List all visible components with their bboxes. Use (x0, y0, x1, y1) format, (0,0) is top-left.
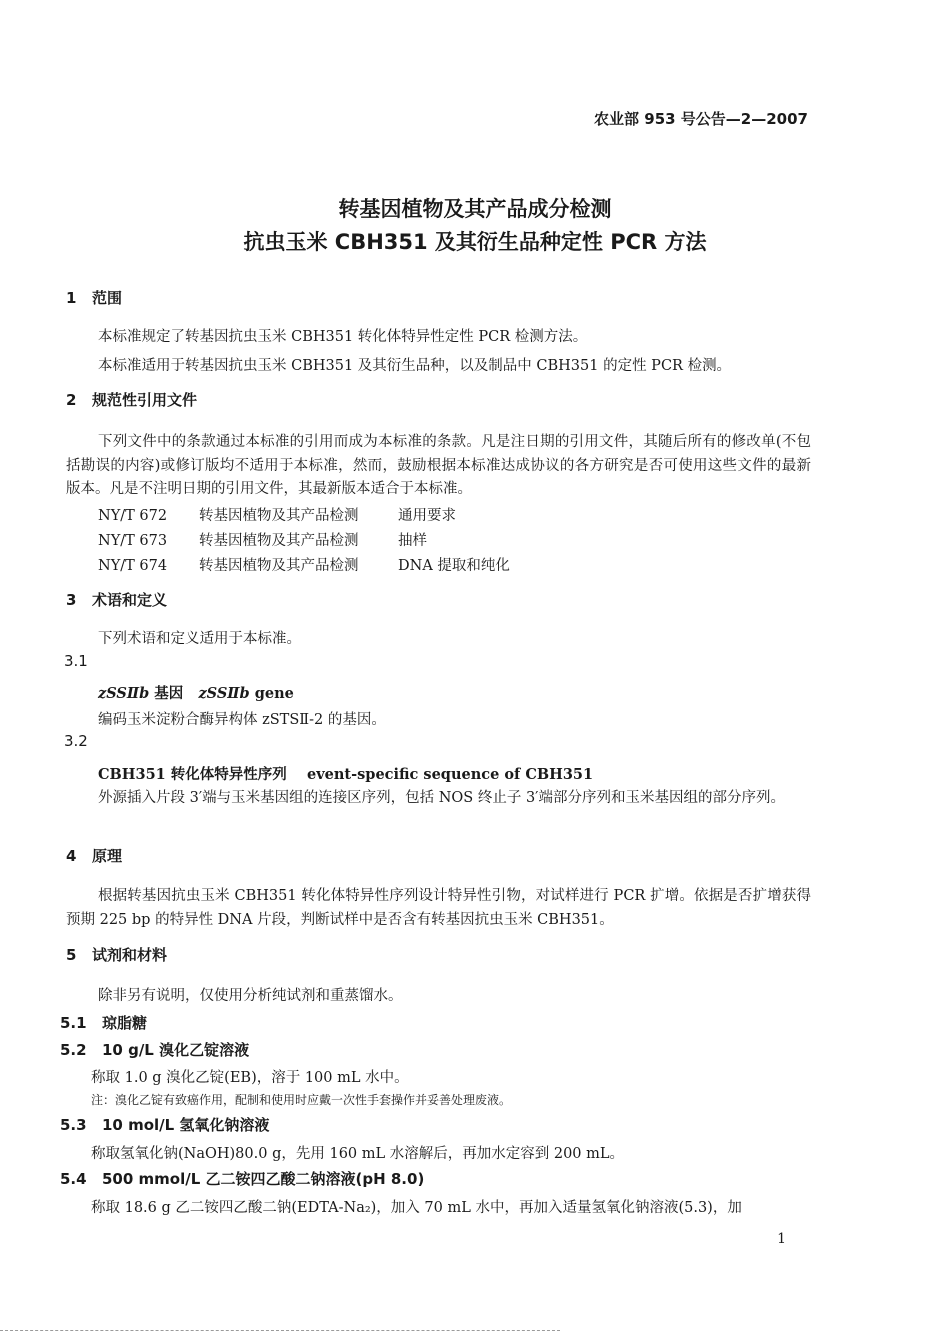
paragraph: 除非另有说明，仅使用分析纯试剂和重蒸馏水。 (98, 988, 403, 1004)
bottom-rule (0, 1330, 560, 1331)
subsection-number: 3.1 (64, 652, 88, 670)
subsection-title: 10 mol/L 氢氧化钠溶液 (102, 1116, 270, 1134)
section-number: 5 (66, 946, 77, 964)
paragraph: 本标准规定了转基因抗虫玉米 CBH351 转化体特异性定性 PCR 检测方法。 (98, 329, 588, 345)
term-cn: 基因 (154, 685, 184, 702)
subsection-number: 5.2 (60, 1041, 87, 1059)
subsection-title: 500 mmol/L 乙二铵四乙酸二钠溶液(pH 8.0) (102, 1170, 425, 1188)
page-number: 1 (777, 1231, 786, 1247)
section-3-heading (66, 589, 167, 610)
section-title: 术语和定义 (92, 591, 168, 609)
subsection-5-1 (60, 1012, 147, 1033)
section-number: 3 (66, 591, 77, 609)
section-title: 试剂和材料 (92, 946, 168, 964)
term-event-specific-sequence: CBH351 转化体特异性序列 event-specific sequence of CBH351 (98, 766, 594, 783)
section-2-heading (66, 389, 197, 410)
section-5-heading (66, 944, 167, 965)
reference-code: NY/T 674 (98, 558, 168, 574)
reference-row (98, 504, 456, 525)
term-symbol-en: zSSⅡb (198, 685, 250, 702)
reference-desc: 通用要求 (398, 508, 456, 524)
subsection-number: 5.4 (60, 1170, 87, 1188)
section-1-heading (66, 287, 122, 308)
standard-code: 农业部 953 号公告—2—2007 (594, 110, 808, 128)
section-number: 1 (66, 289, 77, 307)
reference-desc: 抽样 (398, 533, 427, 549)
section-title: 范围 (92, 289, 123, 307)
reference-code: NY/T 673 (98, 533, 168, 549)
section-4-heading (66, 845, 122, 866)
term-symbol: zSSⅡb (98, 685, 150, 702)
paragraph: 本标准适用于转基因抗虫玉米 CBH351 及其衍生品种，以及制品中 CBH351 的定性 PCR 检测。 (98, 358, 732, 374)
reference-desc: DNA 提取和纯化 (398, 558, 510, 574)
section-title: 原理 (92, 847, 123, 865)
section-number: 4 (66, 847, 77, 865)
reference-name: 转基因植物及其产品检测 (199, 558, 359, 574)
term-zssiib (98, 682, 294, 703)
term-en: gene (254, 685, 294, 702)
title-line-2: 抗虫玉米 CBH351 及其衍生品种定性 PCR 方法 (243, 230, 707, 254)
subsection-5-4 (60, 1168, 424, 1189)
note: 注：溴化乙锭有致癌作用，配制和使用时应戴一次性手套操作并妥善处理废液。 (91, 1093, 512, 1107)
subsection-number: 5.3 (60, 1116, 87, 1134)
paragraph: 称取 18.6 g 乙二铵四乙酸二钠(EDTA-Na₂)，加入 70 mL 水中，再加入适量氢氧化钠溶液(5.3)，加 (91, 1200, 742, 1216)
subsection-number: 3.2 (64, 732, 88, 750)
paragraph: 下列文件中的条款通过本标准的引用而成为本标准的条款。凡是注日期的引用文件，其随后所有的修改单(不包括勘误的内容)或修订版均不适用于本标准，然而，鼓励根据本标准达成协议的各方研究是否可使用这些文件的最新版本。凡是不注明日期的引用文件，其最新版本适合于本标准。 (66, 434, 811, 497)
paragraph: 下列术语和定义适用于本标准。 (98, 631, 301, 647)
reference-row (98, 529, 427, 550)
section-number: 2 (66, 391, 77, 409)
paragraph: 称取 1.0 g 溴化乙锭(EB)，溶于 100 mL 水中。 (91, 1070, 409, 1086)
title-line-1: 转基因植物及其产品成分检测 (338, 197, 612, 221)
reference-name: 转基因植物及其产品检测 (199, 533, 359, 549)
term-definition: 编码玉米淀粉合酶异构体 zSTSⅡ-2 的基因。 (98, 712, 386, 728)
paragraph: 根据转基因抗虫玉米 CBH351 转化体特异性序列设计特异性引物，对试样进行 PCR 扩增。依据是否扩增获得预期 225 bp 的特异性 DNA 片段，判断试样中是否含有转基因抗虫玉米 CBH351。 (66, 888, 811, 928)
reference-row (98, 554, 510, 575)
reference-code: NY/T 672 (98, 508, 168, 524)
subsection-number: 5.1 (60, 1014, 87, 1032)
subsection-title: 10 g/L 溴化乙锭溶液 (102, 1041, 250, 1059)
subsection-title: 琼脂糖 (102, 1014, 148, 1032)
reference-name: 转基因植物及其产品检测 (199, 508, 359, 524)
subsection-5-3 (60, 1114, 269, 1135)
section-title: 规范性引用文件 (92, 391, 198, 409)
subsection-5-2 (60, 1039, 249, 1060)
paragraph: 称取氢氧化钠(NaOH)80.0 g，先用 160 mL 水溶解后，再加水定容到 200 mL。 (91, 1146, 625, 1162)
term-definition: 外源插入片段 3′端与玉米基因组的连接区序列，包括 NOS 终止子 3′端部分序列和玉米基因组的部分序列。 (98, 790, 785, 806)
